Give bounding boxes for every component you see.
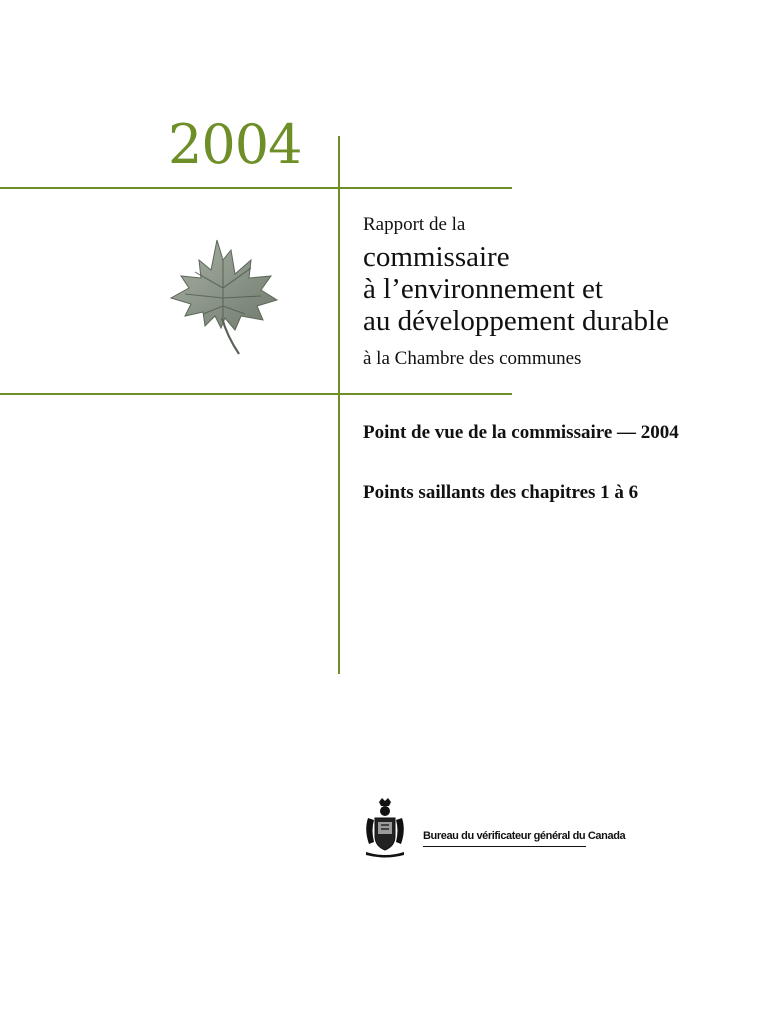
title-line: commissaire xyxy=(363,241,510,273)
report-audience: à la Chambre des communes xyxy=(363,348,582,369)
organization-underline xyxy=(423,846,586,847)
section-heading-1: Point de vue de la commissaire — 2004 xyxy=(363,422,679,443)
report-title xyxy=(363,241,669,337)
coat-of-arms-icon xyxy=(360,796,410,858)
report-intro: Rapport de la xyxy=(363,214,466,235)
report-year: 2004 xyxy=(168,113,302,176)
organization-name: Bureau du vérificateur général du Canada xyxy=(423,830,626,842)
bottom-horizontal-divider xyxy=(0,393,512,395)
top-horizontal-divider xyxy=(0,187,512,189)
title-line: à l’environnement et xyxy=(363,273,603,305)
maple-leaf-icon xyxy=(165,232,280,357)
vertical-divider xyxy=(338,136,340,674)
title-line: au développement durable xyxy=(363,305,669,337)
section-heading-2: Points saillants des chapitres 1 à 6 xyxy=(363,482,639,503)
